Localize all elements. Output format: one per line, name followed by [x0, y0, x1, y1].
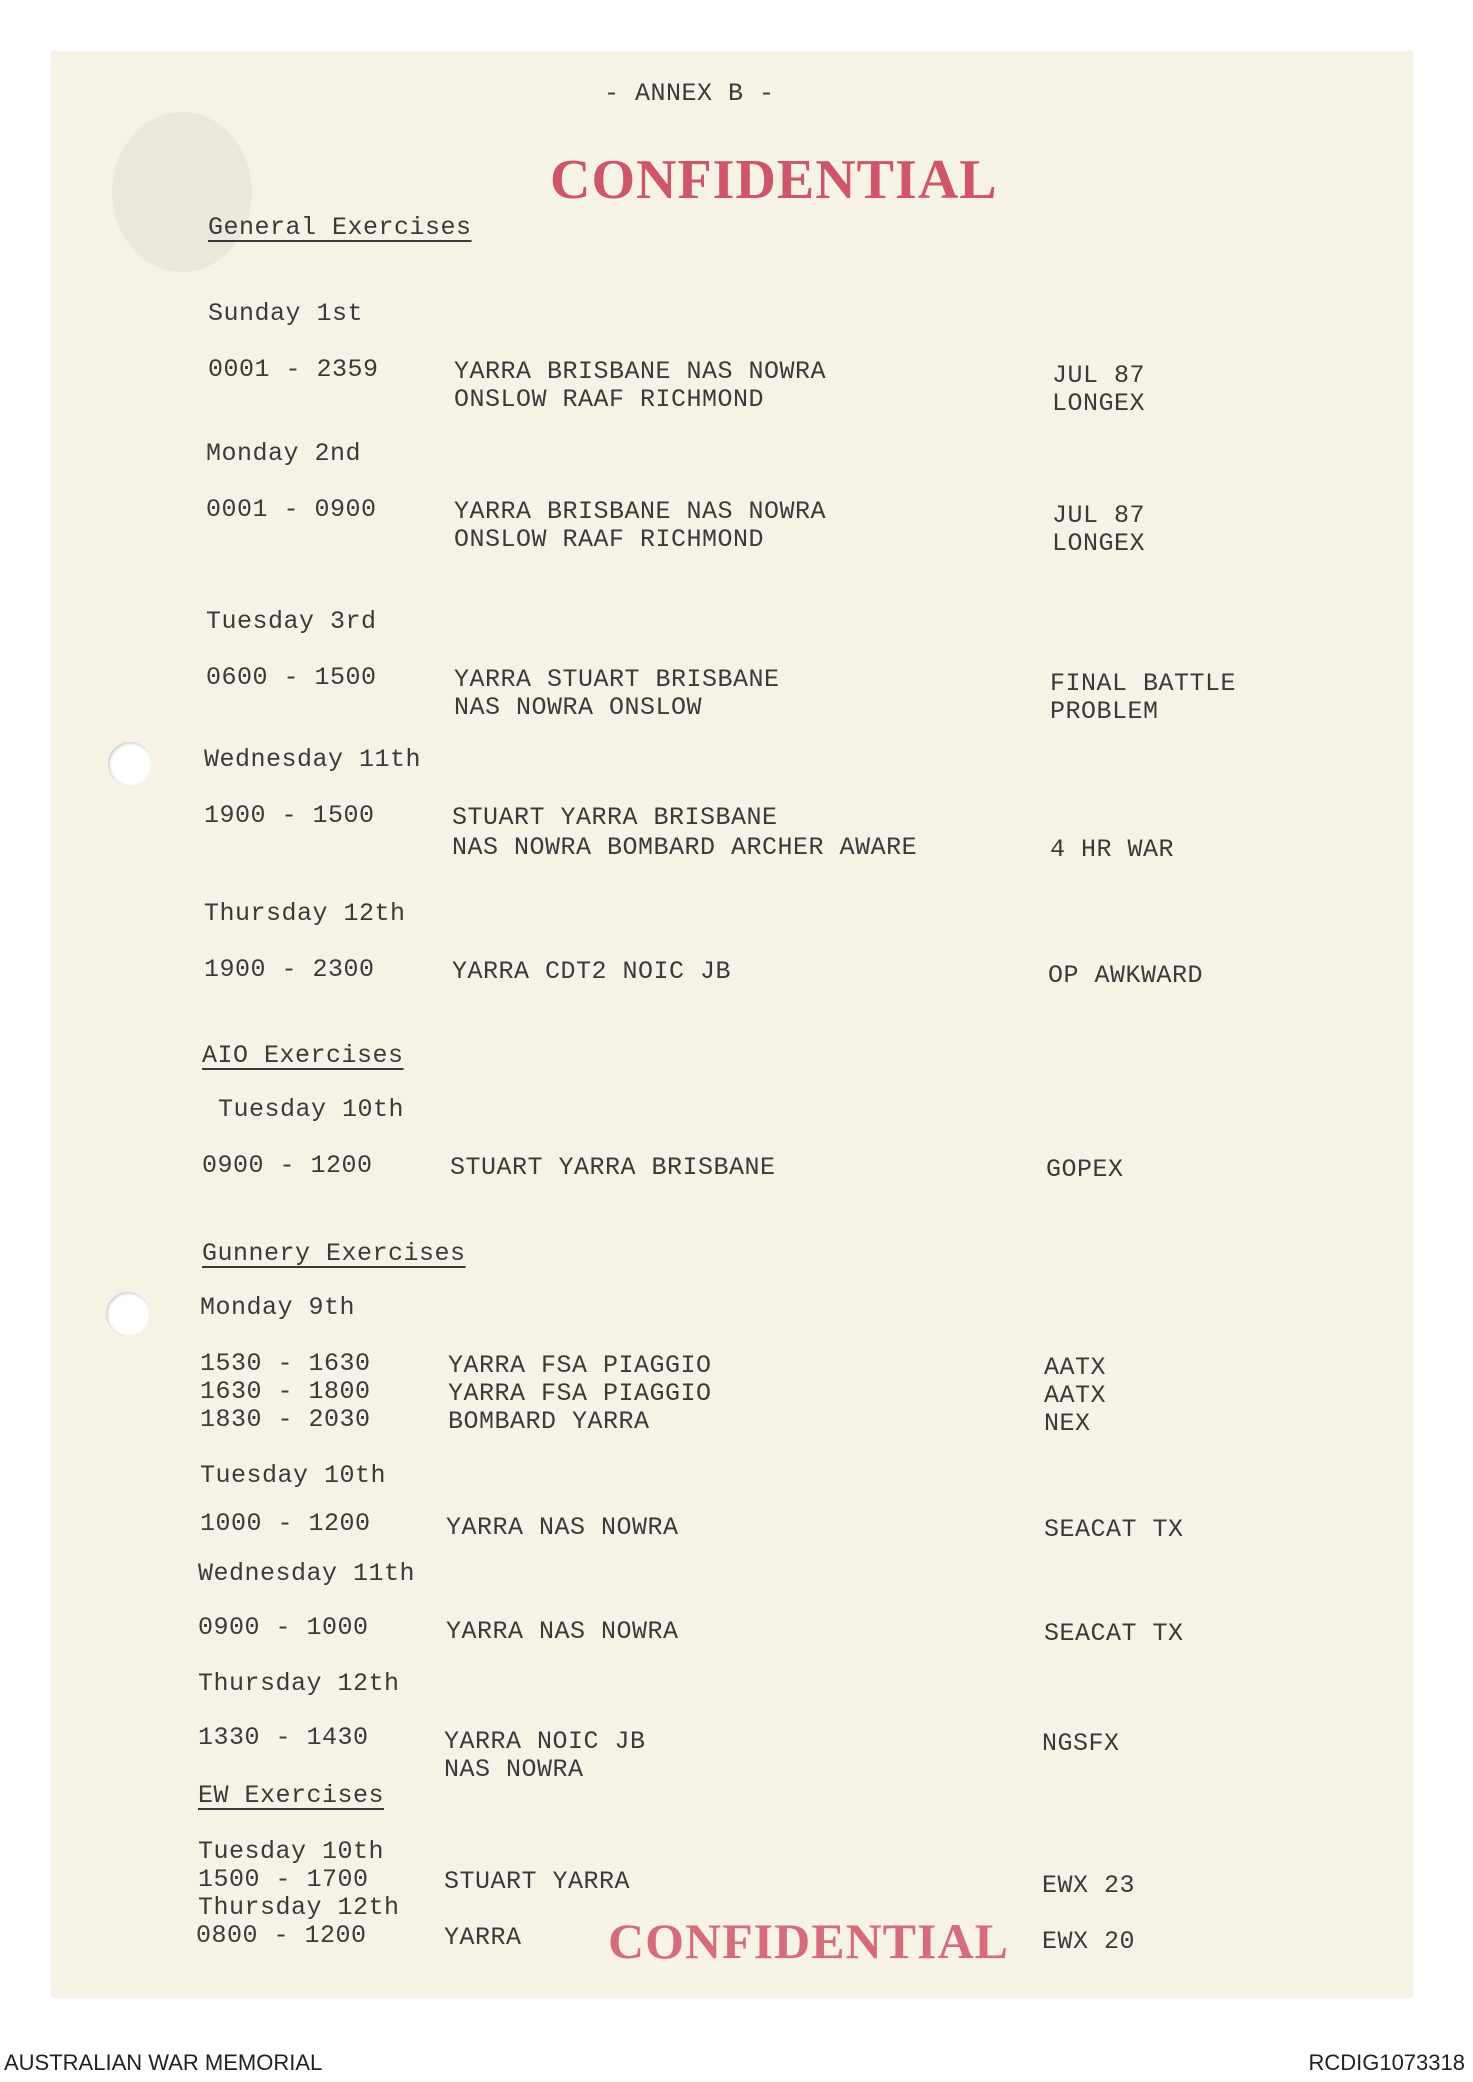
day-label: Tuesday 3rd	[206, 607, 377, 636]
units-line: STUART YARRA	[444, 1867, 631, 1896]
day-label: Thursday 12th	[198, 1669, 400, 1698]
units-line: NAS NOWRA ONSLOW	[454, 693, 703, 722]
units-line: NAS NOWRA BOMBARD ARCHER AWARE	[452, 833, 918, 862]
annex-heading: - ANNEX B -	[604, 79, 775, 108]
exercise-name: OP AWKWARD	[1048, 961, 1204, 990]
time-range: 1500 - 1700	[198, 1865, 369, 1894]
exercise-name: NEX	[1044, 1409, 1091, 1438]
section-title-ew: EW Exercises	[198, 1781, 385, 1810]
exercise-name: JUL 87	[1052, 501, 1146, 530]
time-range: 1900 - 1500	[204, 801, 375, 830]
units-line: BOMBARD YARRA	[448, 1407, 650, 1436]
units-line: YARRA CDT2 NOIC JB	[452, 957, 732, 986]
exercise-name: LONGEX	[1052, 529, 1146, 558]
day-label: Tuesday 10th	[198, 1837, 385, 1866]
time-range: 0600 - 1500	[206, 663, 377, 692]
punch-hole	[106, 1292, 150, 1336]
units-line: YARRA BRISBANE NAS NOWRA	[454, 357, 827, 386]
units-line: ONSLOW RAAF RICHMOND	[454, 525, 765, 554]
time-range: 1000 - 1200	[200, 1509, 371, 1538]
punch-hole	[108, 742, 152, 786]
time-range: 1530 - 1630	[200, 1349, 371, 1378]
time-range: 0001 - 0900	[206, 495, 377, 524]
units-line: YARRA FSA PIAGGIO	[448, 1351, 712, 1380]
footer-source: AUSTRALIAN WAR MEMORIAL	[4, 2050, 323, 2075]
units-line: YARRA BRISBANE NAS NOWRA	[454, 497, 827, 526]
section-title-general: General Exercises	[208, 213, 472, 242]
time-range: 0900 - 1000	[198, 1613, 369, 1642]
time-range: 0001 - 2359	[208, 355, 379, 384]
exercise-name: NGSFX	[1042, 1729, 1120, 1758]
time-range: 1900 - 2300	[204, 955, 375, 984]
exercise-name: AATX	[1044, 1381, 1107, 1410]
day-label: Tuesday 10th	[218, 1095, 405, 1124]
units-line: YARRA STUART BRISBANE	[454, 665, 780, 694]
time-range: 1330 - 1430	[198, 1723, 369, 1752]
time-range: 0900 - 1200	[202, 1151, 373, 1180]
day-label: Sunday 1st	[208, 299, 364, 328]
section-title-gunnery: Gunnery Exercises	[202, 1239, 466, 1268]
exercise-name: 4 HR WAR	[1050, 835, 1175, 864]
exercise-name: EWX 23	[1042, 1871, 1136, 1900]
units-line: YARRA NAS NOWRA	[446, 1513, 679, 1542]
exercise-name: SEACAT TX	[1044, 1515, 1184, 1544]
exercise-name: AATX	[1044, 1353, 1107, 1382]
day-label: Thursday 12th	[204, 899, 406, 928]
document-page	[52, 52, 1412, 1997]
exercise-name: PROBLEM	[1050, 697, 1159, 726]
exercise-name: EWX 20	[1042, 1927, 1136, 1956]
exercise-name: GOPEX	[1046, 1155, 1124, 1184]
section-title-aio: AIO Exercises	[202, 1041, 404, 1070]
day-label: Monday 2nd	[206, 439, 362, 468]
day-label: Tuesday 10th	[200, 1461, 387, 1490]
units-line: YARRA NOIC JB	[444, 1727, 646, 1756]
units-line: YARRA FSA PIAGGIO	[448, 1379, 712, 1408]
units-line: ONSLOW RAAF RICHMOND	[454, 385, 765, 414]
units-line: YARRA	[444, 1923, 522, 1952]
exercise-name: SEACAT TX	[1044, 1619, 1184, 1648]
time-range: 1830 - 2030	[200, 1405, 371, 1434]
time-range: 0800 - 1200	[196, 1921, 367, 1950]
paper-stain	[112, 112, 252, 272]
day-label: Wednesday 11th	[204, 745, 422, 774]
units-line: YARRA NAS NOWRA	[446, 1617, 679, 1646]
confidential-stamp-bottom: CONFIDENTIAL	[608, 1913, 1009, 1969]
exercise-name: FINAL BATTLE	[1050, 669, 1237, 698]
units-line: NAS NOWRA	[444, 1755, 584, 1784]
day-label: Monday 9th	[200, 1293, 356, 1322]
confidential-stamp-top: CONFIDENTIAL	[550, 149, 998, 211]
units-line: STUART YARRA BRISBANE	[452, 803, 778, 832]
day-label: Wednesday 11th	[198, 1559, 416, 1588]
exercise-name: JUL 87	[1052, 361, 1146, 390]
exercise-name: LONGEX	[1052, 389, 1146, 418]
day-label: Thursday 12th	[198, 1893, 400, 1922]
footer-id: RCDIG1073318	[1308, 2050, 1465, 2075]
time-range: 1630 - 1800	[200, 1377, 371, 1406]
units-line: STUART YARRA BRISBANE	[450, 1153, 776, 1182]
